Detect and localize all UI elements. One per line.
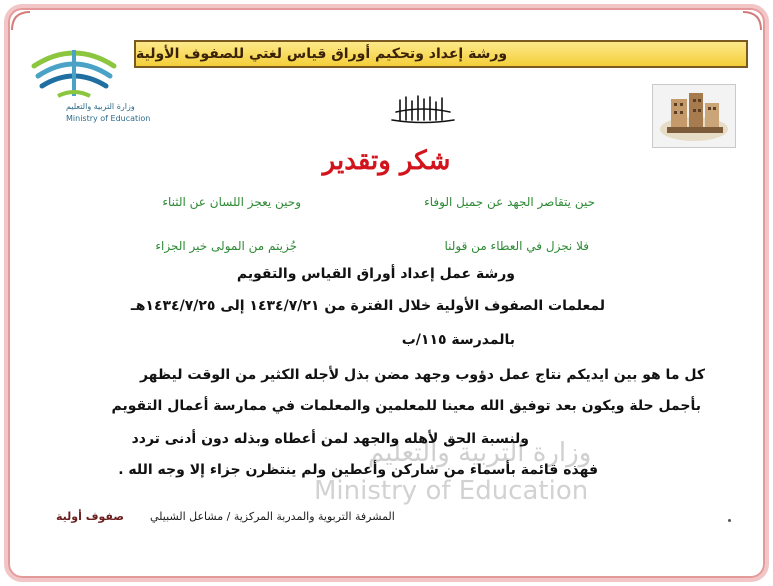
body-line: ولنسبة الحق لأهله والجهد لمن أعطاه وبذله دون أدنى تردد: [131, 431, 529, 447]
verse-line2-right: فلا نجزل في العطاء من قولنا: [444, 239, 589, 253]
basmala-calligraphy-icon: [388, 92, 458, 126]
body-line: كل ما هو بين ايديكم نتاج عمل دؤوب وجهد مضن بذل لأجله الكثير من الوقت ليظهر: [139, 367, 705, 383]
body-line: بأجمل حلة ويكون بعد توفيق الله معينا للمعلمين والمعلمات في ممارسة أعمال التقويم: [111, 398, 701, 414]
certificate-heading: شكر وتقدير: [322, 146, 451, 176]
ministry-logo-arabic: وزارة التربية والتعليم: [66, 102, 135, 111]
ministry-of-education-logo-icon: [28, 36, 120, 126]
decorative-dot: [728, 519, 731, 522]
body-line: بالمدرسة ١١٥/ب: [401, 332, 515, 348]
banner-title: ورشة إعداد وتحكيم أوراق قياس لغتي للصفوف الأولية: [136, 46, 508, 62]
corner-ornament-icon: [741, 10, 763, 32]
body-line: ورشة عمل إعداد أوراق القياس والتقويم: [236, 266, 515, 282]
school-building-photo: [652, 84, 736, 148]
watermark-english: Ministry of Education: [314, 476, 589, 506]
body-line: لمعلمات الصفوف الأولية خلال الفترة من ١٤٣٤/٧/٢١ إلى ١٤٣٤/٧/٢٥هـ: [130, 298, 605, 314]
body-line: فهذه قائمة بأسماء من شاركن وأعطين ولم ينتظرن جزاء إلا وجه الله .: [118, 462, 598, 478]
verse-line1-right: حين يتقاصر الجهد عن جميل الوفاء: [424, 195, 595, 209]
title-banner: [134, 40, 748, 68]
ministry-logo-english: Ministry of Education: [66, 114, 151, 123]
verse-line2-left: جُزيتم من المولى خير الجزاء: [155, 239, 297, 253]
verse-line1-left: وحين يعجز اللسان عن الثناء: [162, 195, 301, 209]
footer-grade-label: صفوف أولية: [56, 510, 124, 523]
corner-ornament-icon: [10, 10, 32, 32]
footer-signature: المشرفة التربوية والمدربة المركزية / مشاعل الشبيلي: [150, 510, 395, 523]
school-building-icon: [653, 85, 735, 147]
watermark-arabic: وزارة التربية والتعليم: [368, 438, 592, 468]
